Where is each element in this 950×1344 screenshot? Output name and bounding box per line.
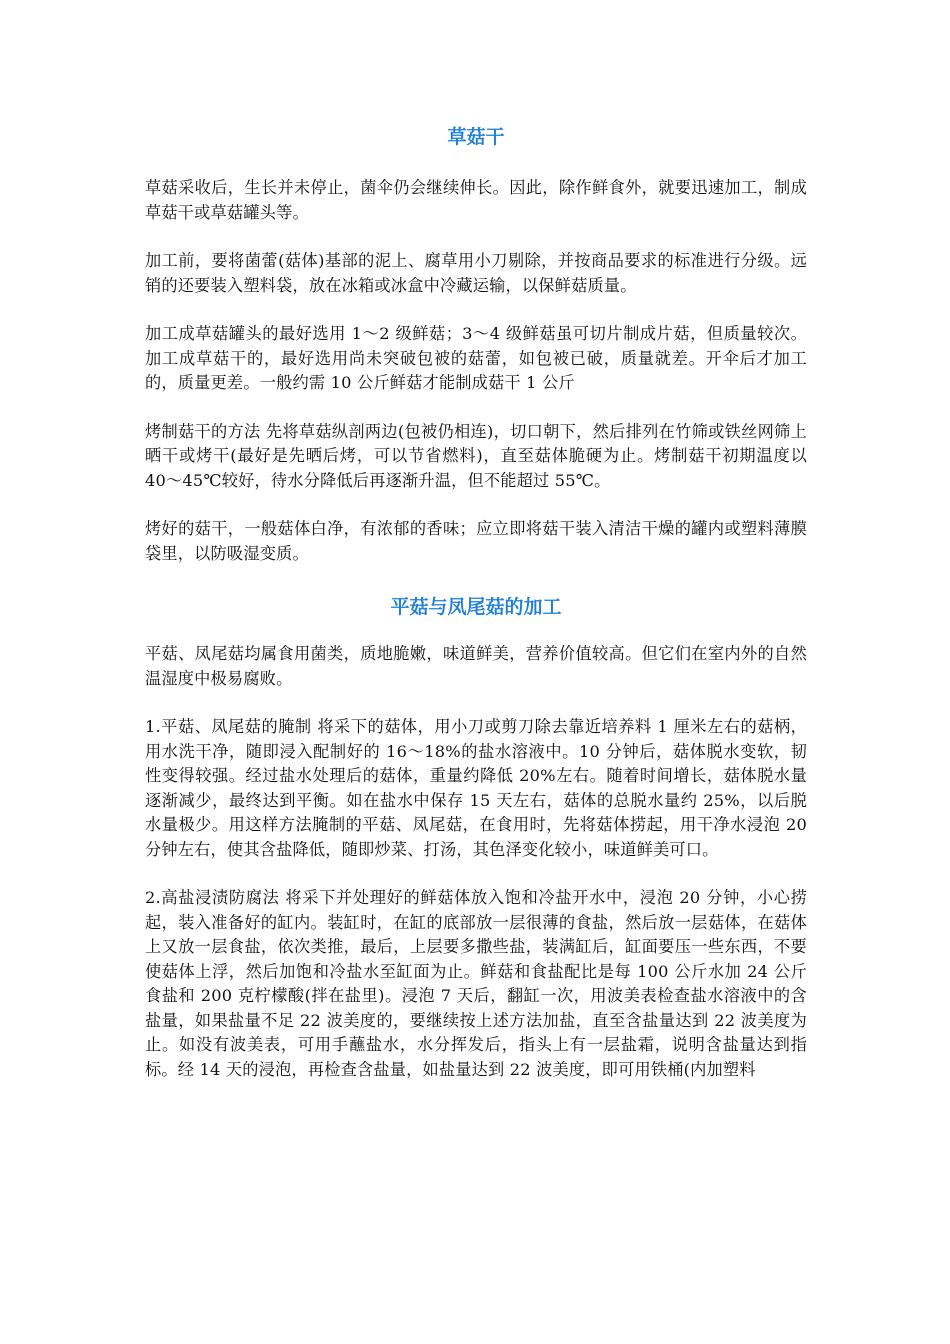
paragraph: 加工成草菇罐头的最好选用 1～2 级鲜菇；3～4 级鲜菇虽可切片制成片菇，但质量较次。加工成草菇干的，最好选用尚未突破包被的菇蕾，如包被已破，质量就差。开伞后才加工的，质量更差。一般约需 10 公斤鲜菇才能制成菇干 1 公斤 <box>145 324 807 392</box>
section-title-oyster-mushroom: 平菇与凤尾菇的加工 <box>390 596 562 618</box>
document-body <box>145 120 807 1106</box>
paragraph: 烤好的菇干，一般菇体白净，有浓郁的香味；应立即将菇干装入清洁干燥的罐内或塑料薄膜袋里，以防吸湿变质。 <box>145 519 807 563</box>
paragraph: 平菇、凤尾菇均属食用菌类，质地脆嫩，味道鲜美，营养价值较高。但它们在室内外的自然温湿度中极易腐败。 <box>145 644 807 688</box>
paragraph: 草菇采收后，生长并未停止，菌伞仍会继续伸长。因此，除作鲜食外，就要迅速加工，制成草菇干或草菇罐头等。 <box>145 178 807 222</box>
paragraph: 1.平菇、凤尾菇的腌制 将采下的菇体，用小刀或剪刀除去靠近培养料 1 厘米左右的菇柄，用水洗干净，随即浸入配制好的 16～18%的盐水溶液中。10 分钟后，菇体脱水变软，韧性变得较强。经过盐水处理后的菇体，重量约降低 20%左右。随着时间增长，菇体脱水量逐渐减少，最终达到平衡。如在盐水中保存 15 天左右，菇体的总脱水量约 25%，以后脱水量极少。用这样方法腌制的平菇、凤尾菇，在食用时，先将菇体捞起，用干净水浸泡 20 分钟左右，使其含盐降低，随即炒菜、打汤，其色泽变化较小，味道鲜美可口。 <box>145 717 807 859</box>
section-title-straw-mushroom: 草菇干 <box>447 126 505 148</box>
paragraph: 加工前，要将菌蕾(菇体)基部的泥上、腐草用小刀剔除，并按商品要求的标准进行分级。远销的还要装入塑料袋，放在冰箱或冰盒中冷藏运输，以保鲜菇质量。 <box>145 251 807 295</box>
paragraph: 2.高盐浸渍防腐法 将采下并处理好的鲜菇体放入饱和冷盐开水中，浸泡 20 分钟，小心捞起，装入准备好的缸内。装缸时，在缸的底部放一层很薄的食盐，然后放一层菇体，在菇体上又放一层食盐，依次类推，最后，上层要多撒些盐，装满缸后，缸面要压一些东西，不要使菇体上浮，然后加饱和冷盐水至缸面为止。鲜菇和食盐配比是每 100 公斤水加 24 公斤食盐和 200 克柠檬酸(拌在盐里)。浸泡 7 天后，翻缸一次，用波美表检查盐水溶液中的含盐量，如果盐量不足 22 波美度的，要继续按上述方法加盐，直至含盐量达到 22 波美度为止。如没有波美表，可用手蘸盐水，水分挥发后，指头上有一层盐霜，说明含盐量达到指标。经 14 天的浸泡，再检查含盐量，如盐量达到 22 波美度，即可用铁桶(内加塑料 <box>145 888 807 1079</box>
paragraph: 烤制菇干的方法 先将草菇纵剖两边(包被仍相连)，切口朝下，然后排列在竹筛或铁丝网筛上晒干或烤干(最好是先晒后烤，可以节省燃料)，直至菇体脆硬为止。烤制菇干初期温度以 40～45℃较好，待水分降低后再逐渐升温，但不能超过 55℃。 <box>145 421 807 490</box>
